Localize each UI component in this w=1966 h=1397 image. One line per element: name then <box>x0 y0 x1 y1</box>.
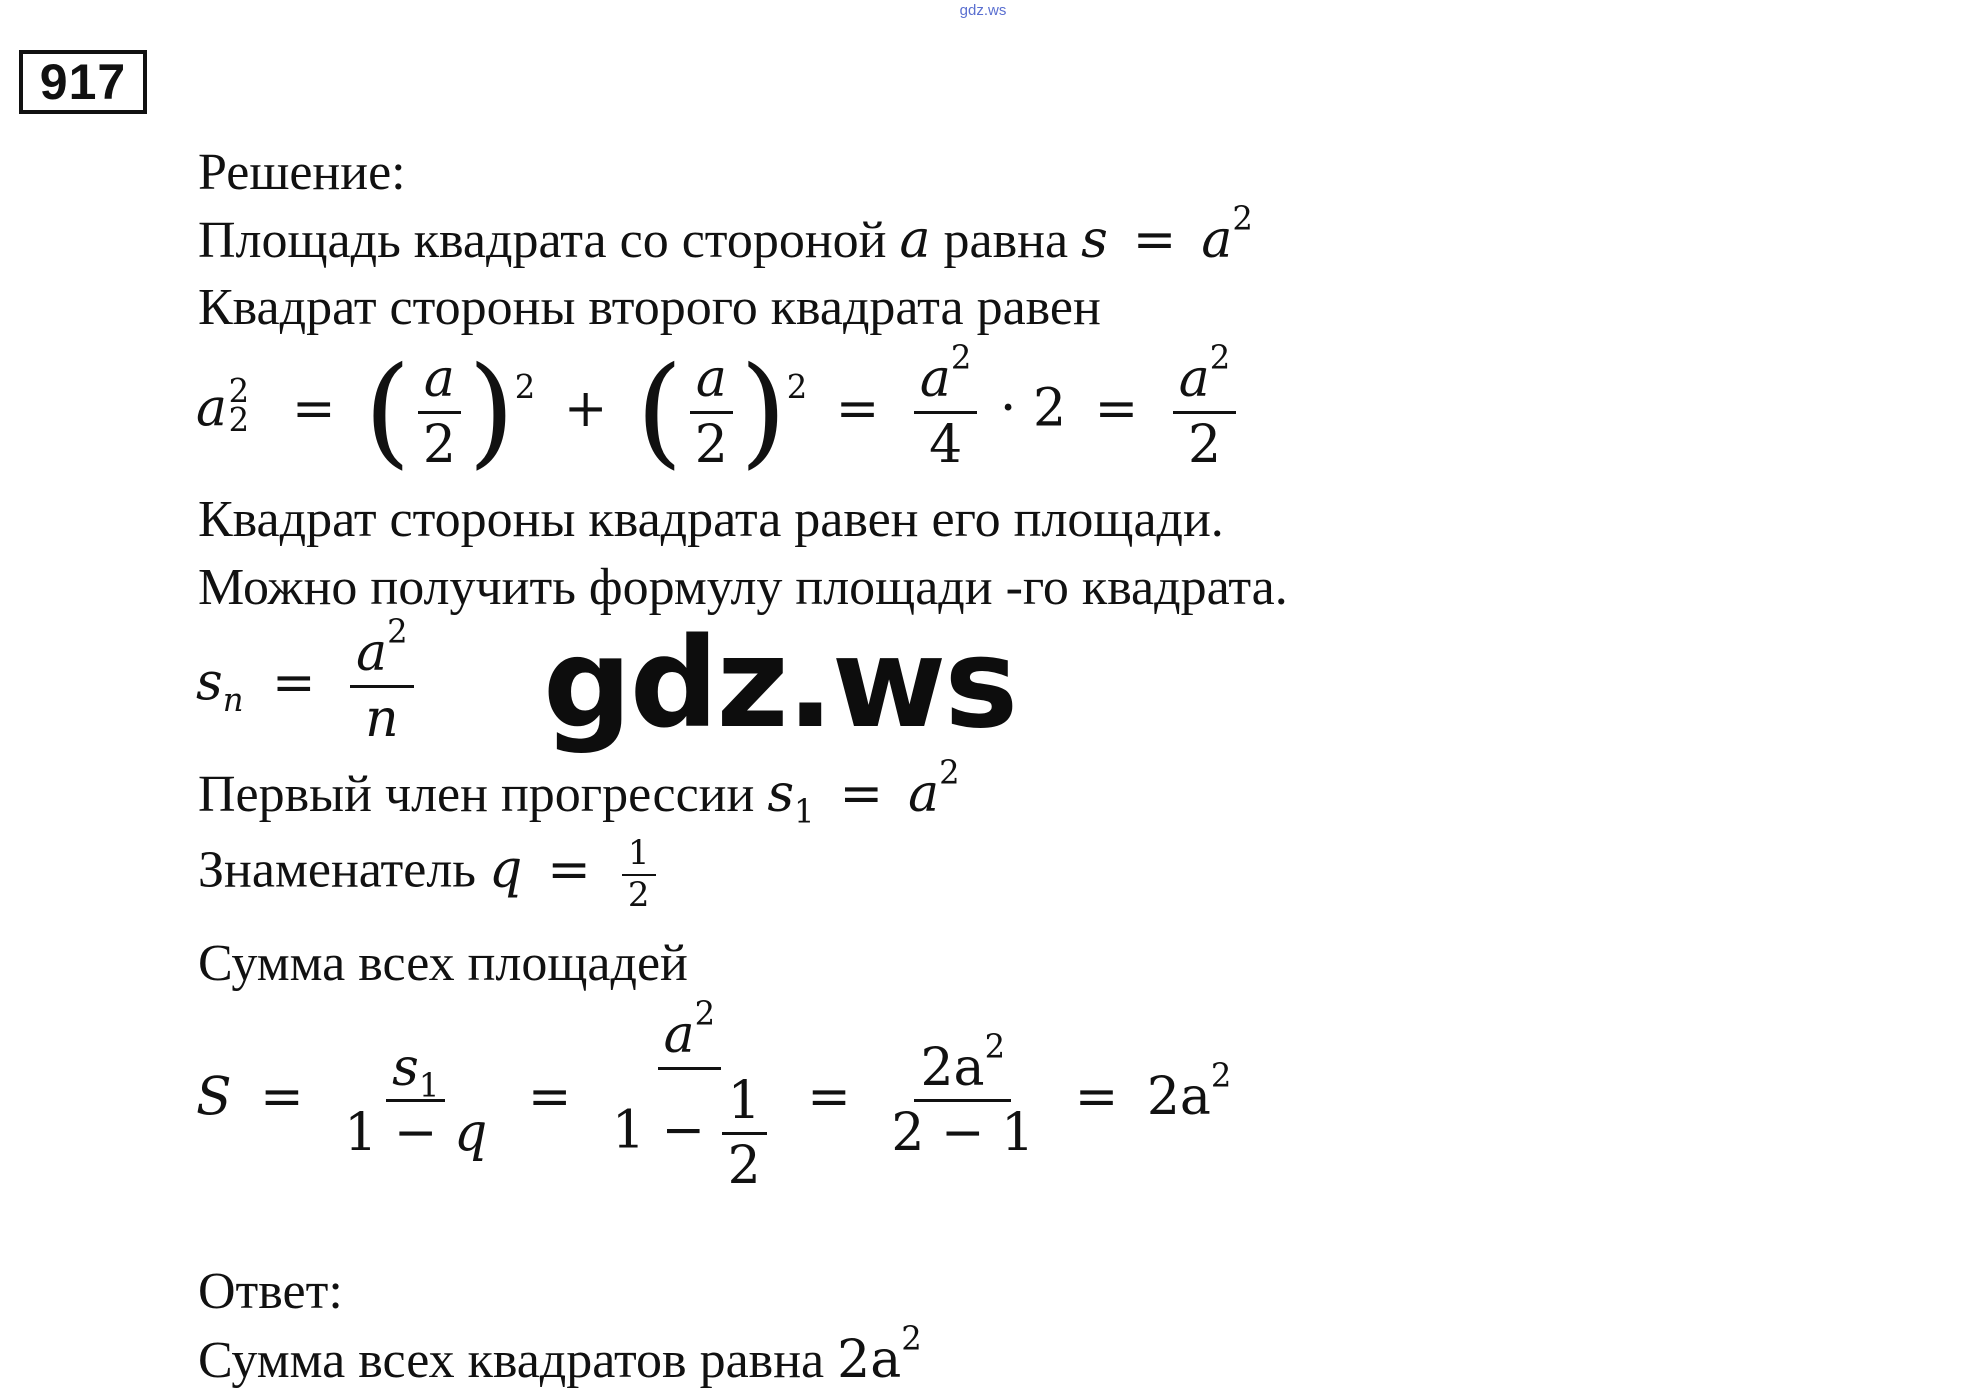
denominator: 2 <box>694 414 728 475</box>
line1-text-b: равна <box>943 212 1069 269</box>
fraction-a2-over-2 <box>1173 338 1237 475</box>
fraction-s1-over-1-minus-q <box>338 1037 493 1164</box>
fraction-a2-over-1-minus-half <box>606 994 773 1197</box>
line-ratio <box>198 833 662 915</box>
denominator: 2 <box>627 874 650 915</box>
line6-text: Знаменатель <box>198 841 476 899</box>
var-s: s <box>196 652 223 713</box>
solution-label: Решение: <box>198 144 406 201</box>
fraction-one-half: $\frac{1}{2}$ <box>722 1074 767 1194</box>
denominator: 2 − 1 <box>891 1103 1035 1164</box>
right-paren: ) <box>467 342 515 482</box>
exponent: 2 <box>939 753 960 792</box>
equals: = <box>839 764 884 824</box>
numerator: 1 <box>622 836 656 876</box>
equals: = <box>260 1067 304 1128</box>
center-watermark: gdz.ws <box>543 612 1017 756</box>
equals: = <box>835 378 880 439</box>
problem-number: 917 <box>19 50 147 114</box>
line-second-square: Квадрат стороны второго квадрата равен <box>198 279 1101 336</box>
equals: = <box>271 652 316 713</box>
numerator: $a^2$ <box>1173 352 1237 414</box>
left-paren: ( <box>635 342 683 482</box>
equals: = <box>291 378 336 439</box>
exponent: 2 <box>514 368 536 407</box>
line-area-formula <box>198 199 1253 270</box>
var-S: S <box>196 1067 232 1128</box>
left-paren: ( <box>364 342 411 482</box>
fraction-a-over-2 <box>417 349 462 475</box>
subscript: n <box>222 680 244 719</box>
denominator: 2 <box>422 414 456 475</box>
denominator: 4 <box>929 414 963 475</box>
formula-second-side <box>196 338 1242 482</box>
numerator: a <box>690 352 733 414</box>
answer-label: Ответ: <box>198 1263 343 1320</box>
equals: = <box>807 1067 851 1128</box>
var-q: q <box>488 839 523 900</box>
right-paren: ) <box>739 342 787 482</box>
line1-text: Площадь квадрата со стороной <box>198 212 887 269</box>
denominator: 1 − $\frac{1}{2}$ <box>606 1070 773 1194</box>
line-first-term <box>198 753 960 831</box>
fraction-one-half <box>622 833 656 915</box>
denominator: n <box>365 688 399 749</box>
numerator: $2a^2$ <box>914 1041 1011 1103</box>
answer-value: $2a^2$ <box>837 1319 922 1390</box>
denominator: 2 <box>1187 414 1222 475</box>
var-a: a <box>908 764 940 824</box>
two: 2 <box>1032 378 1067 439</box>
fraction-a2-over-4 <box>914 338 978 475</box>
result: $2a^2$ <box>1146 1057 1232 1128</box>
subscript: 1 <box>794 792 815 831</box>
formula-sum <box>196 994 1232 1197</box>
fraction-a2-over-n <box>350 612 414 749</box>
var-s: s <box>1081 210 1108 270</box>
numerator: $s_1$ <box>386 1041 445 1103</box>
numerator: a <box>418 352 461 414</box>
equals: = <box>1094 378 1139 439</box>
denominator: 1 − q <box>344 1103 488 1164</box>
exponent: 2 <box>228 371 250 410</box>
fraction-a-over-2 <box>689 349 734 475</box>
equals: = <box>547 839 591 900</box>
exponent: 2 <box>786 368 808 407</box>
var-s: s <box>767 764 794 824</box>
numerator: $a^2$ <box>914 352 978 414</box>
line-formula-nth: Можно получить формулу площади -го квадрата. <box>198 559 1288 616</box>
line-sum-areas: Сумма всех площадей <box>198 935 688 992</box>
equals: = <box>1074 1067 1119 1128</box>
equals: = <box>1132 210 1177 270</box>
numerator: $a^2$ <box>658 1008 722 1070</box>
answer-text: Сумма всех квадратов равна <box>198 1332 825 1389</box>
subscript: 2 <box>228 400 250 439</box>
formula-sn <box>196 612 420 749</box>
fraction-2a2-over-2-minus-1 <box>885 1027 1040 1164</box>
equals: = <box>527 1067 572 1128</box>
var-a: a <box>1201 210 1233 270</box>
exponent: 2 <box>1232 199 1253 238</box>
line-side-equals-area: Квадрат стороны квадрата равен его площади. <box>198 491 1224 548</box>
top-watermark: gdz.ws <box>959 2 1007 19</box>
dot: · <box>999 378 1017 439</box>
var-a: a <box>899 210 931 270</box>
plus: + <box>563 378 608 439</box>
numerator: $a^2$ <box>350 626 414 688</box>
line5-text: Первый член прогрессии <box>198 766 755 823</box>
var-a: a <box>196 378 228 439</box>
answer-line <box>198 1319 922 1390</box>
sub-sup <box>227 371 263 439</box>
